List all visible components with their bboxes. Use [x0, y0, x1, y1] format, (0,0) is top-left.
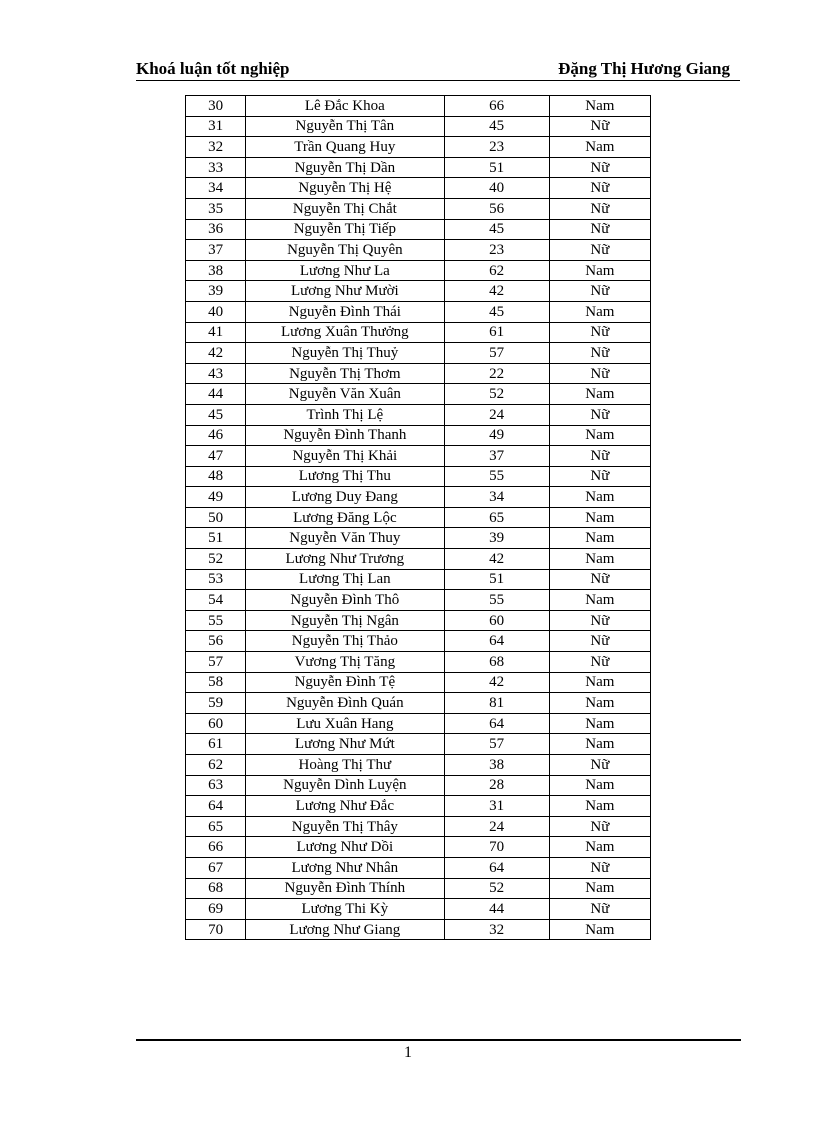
person-name: Nguyễn Đình Thanh	[246, 425, 444, 446]
person-sex: Nữ	[549, 240, 650, 261]
person-name: Nguyễn Thị Hệ	[246, 178, 444, 199]
person-sex: Nam	[549, 507, 650, 528]
person-age: 23	[444, 137, 549, 158]
person-sex: Nữ	[549, 322, 650, 343]
row-number: 48	[186, 466, 246, 487]
page-header	[136, 58, 740, 81]
person-name: Lê Đắc Khoa	[246, 96, 444, 117]
table-row	[186, 343, 651, 364]
person-sex: Nam	[549, 713, 650, 734]
person-sex: Nữ	[549, 755, 650, 776]
person-name: Lương Như Mứt	[246, 734, 444, 755]
person-sex: Nam	[549, 734, 650, 755]
person-name: Lương Như Nhân	[246, 857, 444, 878]
person-age: 62	[444, 260, 549, 281]
table-row	[186, 590, 651, 611]
footer-rule	[136, 1039, 741, 1041]
person-sex: Nam	[549, 487, 650, 508]
row-number: 36	[186, 219, 246, 240]
person-sex: Nữ	[549, 610, 650, 631]
author-name: Đặng Thị Hương Giang	[558, 59, 730, 78]
person-sex: Nam	[549, 775, 650, 796]
person-sex: Nữ	[549, 219, 650, 240]
person-age: 45	[444, 301, 549, 322]
table-row	[186, 446, 651, 467]
row-number: 31	[186, 116, 246, 137]
table-row	[186, 528, 651, 549]
person-age: 49	[444, 425, 549, 446]
person-name: Nguyễn Thị Quyên	[246, 240, 444, 261]
person-sex: Nam	[549, 528, 650, 549]
row-number: 47	[186, 446, 246, 467]
row-number: 57	[186, 652, 246, 673]
person-name: Nguyễn Thị Thơm	[246, 363, 444, 384]
person-age: 40	[444, 178, 549, 199]
person-age: 51	[444, 569, 549, 590]
table-row	[186, 631, 651, 652]
person-sex: Nữ	[549, 404, 650, 425]
table-row	[186, 178, 651, 199]
person-age: 22	[444, 363, 549, 384]
row-number: 32	[186, 137, 246, 158]
row-number: 59	[186, 693, 246, 714]
row-number: 41	[186, 322, 246, 343]
table-row	[186, 363, 651, 384]
person-sex: Nữ	[549, 178, 650, 199]
person-name: Nguyễn Thị Thuỷ	[246, 343, 444, 364]
person-name: Lương Đăng Lộc	[246, 507, 444, 528]
person-name: Vương Thị Tăng	[246, 652, 444, 673]
person-sex: Nữ	[549, 816, 650, 837]
person-age: 56	[444, 198, 549, 219]
table-row	[186, 116, 651, 137]
row-number: 62	[186, 755, 246, 776]
person-age: 66	[444, 96, 549, 117]
person-name: Lương Thi Kỳ	[246, 899, 444, 920]
person-name: Lương Như Trương	[246, 549, 444, 570]
row-number: 60	[186, 713, 246, 734]
row-number: 53	[186, 569, 246, 590]
person-age: 37	[444, 446, 549, 467]
table-row	[186, 198, 651, 219]
table-row	[186, 219, 651, 240]
row-number: 30	[186, 96, 246, 117]
table-row	[186, 466, 651, 487]
row-number: 56	[186, 631, 246, 652]
person-sex: Nữ	[549, 631, 650, 652]
document-title: Khoá luận tốt nghiệp	[136, 59, 290, 78]
person-name: Nguyễn Đình Thính	[246, 878, 444, 899]
table-row	[186, 672, 651, 693]
person-name: Lương Xuân Thưởng	[246, 322, 444, 343]
table-row	[186, 610, 651, 631]
person-age: 65	[444, 507, 549, 528]
row-number: 70	[186, 919, 246, 940]
person-name: Hoàng Thị Thư	[246, 755, 444, 776]
person-sex: Nam	[549, 878, 650, 899]
table-row	[186, 713, 651, 734]
table-row	[186, 816, 651, 837]
person-name: Trình Thị Lệ	[246, 404, 444, 425]
person-sex: Nữ	[549, 466, 650, 487]
row-number: 50	[186, 507, 246, 528]
row-number: 49	[186, 487, 246, 508]
person-age: 45	[444, 219, 549, 240]
person-age: 24	[444, 404, 549, 425]
person-age: 51	[444, 157, 549, 178]
person-age: 64	[444, 857, 549, 878]
row-number: 61	[186, 734, 246, 755]
person-name: Nguyễn Thị Thảo	[246, 631, 444, 652]
person-age: 45	[444, 116, 549, 137]
person-name: Nguyễn Thị Tân	[246, 116, 444, 137]
person-age: 23	[444, 240, 549, 261]
person-name: Lưu Xuân Hang	[246, 713, 444, 734]
person-sex: Nữ	[549, 652, 650, 673]
table-row	[186, 322, 651, 343]
person-sex: Nam	[549, 919, 650, 940]
person-name: Nguyễn Thị Thây	[246, 816, 444, 837]
person-age: 64	[444, 713, 549, 734]
table-row	[186, 260, 651, 281]
person-age: 61	[444, 322, 549, 343]
person-sex: Nữ	[549, 157, 650, 178]
table-body	[186, 96, 651, 940]
table-row	[186, 96, 651, 117]
person-sex: Nam	[549, 549, 650, 570]
table-row	[186, 693, 651, 714]
table-row	[186, 569, 651, 590]
person-name: Nguyễn Văn Xuân	[246, 384, 444, 405]
person-sex: Nữ	[549, 446, 650, 467]
person-age: 68	[444, 652, 549, 673]
person-age: 55	[444, 590, 549, 611]
person-sex: Nữ	[549, 363, 650, 384]
person-sex: Nữ	[549, 343, 650, 364]
row-number: 63	[186, 775, 246, 796]
person-name: Nguyễn Thị Tiếp	[246, 219, 444, 240]
person-name: Nguyễn Thị Dần	[246, 157, 444, 178]
person-sex: Nam	[549, 425, 650, 446]
person-age: 44	[444, 899, 549, 920]
person-name: Lương Duy Đang	[246, 487, 444, 508]
participant-table	[185, 95, 651, 940]
row-number: 35	[186, 198, 246, 219]
person-age: 55	[444, 466, 549, 487]
person-sex: Nam	[549, 672, 650, 693]
person-age: 42	[444, 672, 549, 693]
person-name: Nguyễn Đình Thô	[246, 590, 444, 611]
row-number: 42	[186, 343, 246, 364]
table-row	[186, 755, 651, 776]
row-number: 58	[186, 672, 246, 693]
person-name: Lương Như Giang	[246, 919, 444, 940]
row-number: 66	[186, 837, 246, 858]
person-name: Lương Thị Lan	[246, 569, 444, 590]
person-sex: Nữ	[549, 198, 650, 219]
person-age: 42	[444, 281, 549, 302]
page-number: 1	[404, 1044, 412, 1061]
person-name: Nguyễn Thị Chắt	[246, 198, 444, 219]
table-row	[186, 301, 651, 322]
table-row	[186, 796, 651, 817]
table-row	[186, 899, 651, 920]
table-row	[186, 919, 651, 940]
row-number: 55	[186, 610, 246, 631]
person-age: 52	[444, 878, 549, 899]
person-sex: Nam	[549, 693, 650, 714]
person-age: 39	[444, 528, 549, 549]
person-sex: Nữ	[549, 857, 650, 878]
person-sex: Nam	[549, 137, 650, 158]
table-row	[186, 384, 651, 405]
person-sex: Nữ	[549, 899, 650, 920]
person-name: Nguyễn Dình Luyện	[246, 775, 444, 796]
row-number: 34	[186, 178, 246, 199]
table-row	[186, 281, 651, 302]
person-sex: Nam	[549, 96, 650, 117]
row-number: 33	[186, 157, 246, 178]
person-age: 57	[444, 734, 549, 755]
row-number: 65	[186, 816, 246, 837]
row-number: 37	[186, 240, 246, 261]
person-age: 57	[444, 343, 549, 364]
table-row	[186, 507, 651, 528]
person-name: Nguyễn Thị Ngân	[246, 610, 444, 631]
person-sex: Nam	[549, 260, 650, 281]
table-row	[186, 240, 651, 261]
person-sex: Nam	[549, 837, 650, 858]
person-age: 38	[444, 755, 549, 776]
person-age: 81	[444, 693, 549, 714]
person-sex: Nam	[549, 384, 650, 405]
person-name: Nguyễn Đình Tệ	[246, 672, 444, 693]
row-number: 67	[186, 857, 246, 878]
table-row	[186, 425, 651, 446]
person-age: 70	[444, 837, 549, 858]
person-name: Lương Thị Thu	[246, 466, 444, 487]
person-age: 28	[444, 775, 549, 796]
row-number: 43	[186, 363, 246, 384]
person-sex: Nữ	[549, 569, 650, 590]
table-row	[186, 652, 651, 673]
person-name: Nguyễn Đình Quán	[246, 693, 444, 714]
person-sex: Nữ	[549, 281, 650, 302]
table-row	[186, 137, 651, 158]
person-name: Nguyễn Thị Khải	[246, 446, 444, 467]
table-row	[186, 404, 651, 425]
person-age: 60	[444, 610, 549, 631]
person-sex: Nam	[549, 796, 650, 817]
row-number: 44	[186, 384, 246, 405]
person-name: Lương Như Đắc	[246, 796, 444, 817]
person-name: Lương Như Dồi	[246, 837, 444, 858]
table-row	[186, 775, 651, 796]
row-number: 51	[186, 528, 246, 549]
person-age: 32	[444, 919, 549, 940]
person-age: 31	[444, 796, 549, 817]
row-number: 68	[186, 878, 246, 899]
person-age: 34	[444, 487, 549, 508]
person-name: Lương Như Mười	[246, 281, 444, 302]
row-number: 46	[186, 425, 246, 446]
person-age: 64	[444, 631, 549, 652]
person-sex: Nữ	[549, 116, 650, 137]
row-number: 38	[186, 260, 246, 281]
person-age: 24	[444, 816, 549, 837]
person-sex: Nam	[549, 590, 650, 611]
row-number: 69	[186, 899, 246, 920]
table-row	[186, 857, 651, 878]
person-name: Nguyễn Đình Thái	[246, 301, 444, 322]
table-row	[186, 734, 651, 755]
person-age: 52	[444, 384, 549, 405]
row-number: 64	[186, 796, 246, 817]
row-number: 40	[186, 301, 246, 322]
table-row	[186, 549, 651, 570]
row-number: 39	[186, 281, 246, 302]
row-number: 45	[186, 404, 246, 425]
table-row	[186, 157, 651, 178]
table-row	[186, 487, 651, 508]
person-name: Nguyễn Văn Thuy	[246, 528, 444, 549]
person-name: Trần Quang Huy	[246, 137, 444, 158]
table-row	[186, 837, 651, 858]
row-number: 54	[186, 590, 246, 611]
person-name: Lương Như La	[246, 260, 444, 281]
person-age: 42	[444, 549, 549, 570]
person-sex: Nam	[549, 301, 650, 322]
table-row	[186, 878, 651, 899]
row-number: 52	[186, 549, 246, 570]
